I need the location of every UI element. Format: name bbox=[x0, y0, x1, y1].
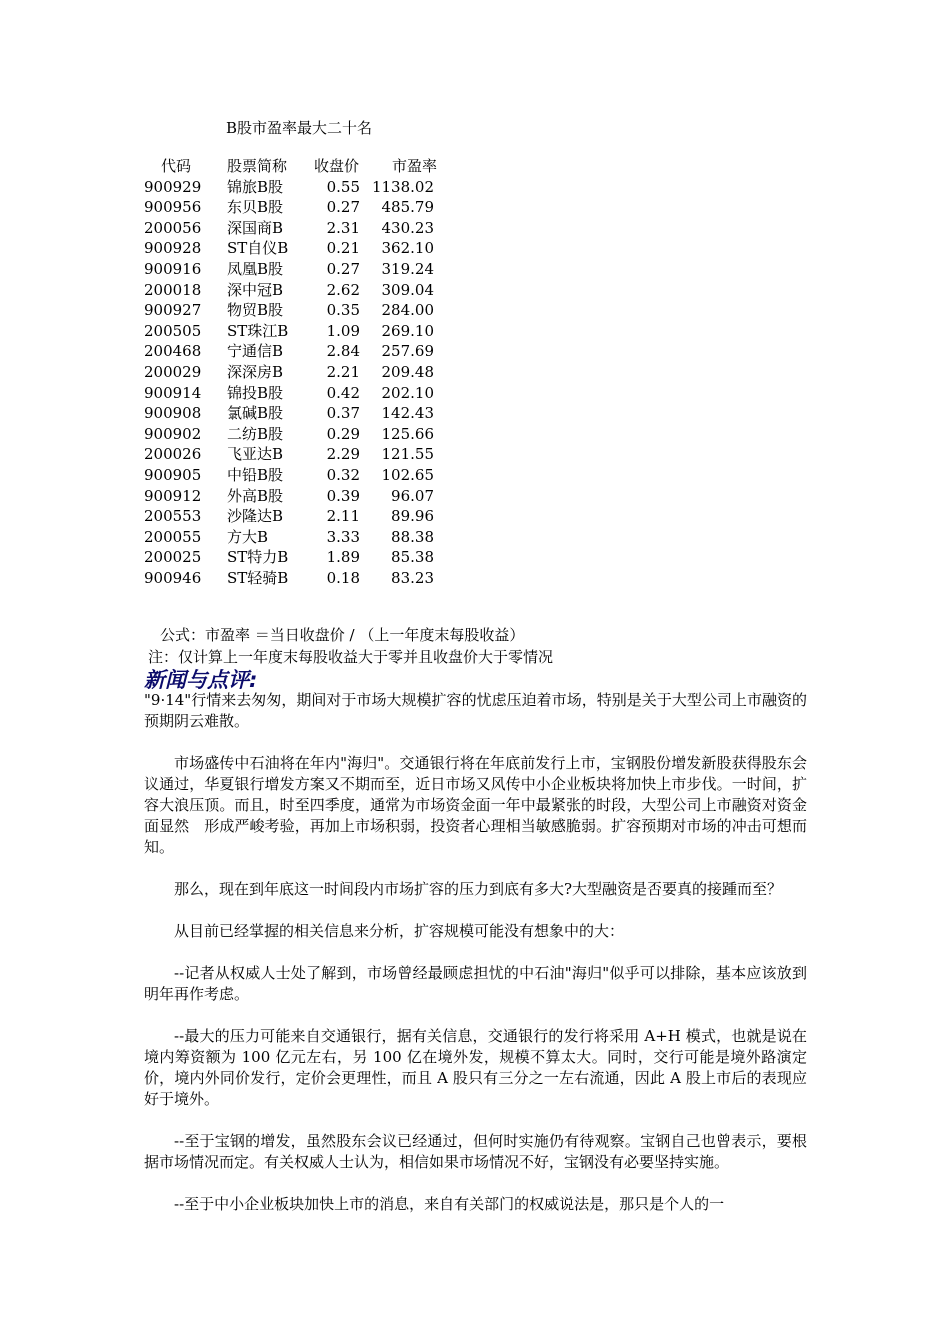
cell-code: 900956 bbox=[144, 198, 202, 217]
cell-name: 方大B bbox=[227, 527, 269, 546]
cell-code: 200029 bbox=[144, 362, 202, 381]
cell-pe: 142.43 bbox=[381, 404, 434, 423]
cell-pe: 430.23 bbox=[381, 218, 434, 237]
cell-name: 宁通信B bbox=[227, 342, 284, 361]
cell-pe: 485.79 bbox=[381, 198, 434, 217]
cell-name: 锦旅B股 bbox=[227, 177, 284, 196]
article-paragraph: 市场盛传中石油将在年内"海归"。交通银行将在年底前发行上市，宝钢股份增发新股获得股东会议通过，华夏银行增发方案又不期而至，近日市场又风传中小企业板块将加快上市步伐。一时间，扩容大浪压顶。而且，时至四季度，通常为市场资金面一年中最紧张的时段，大型公司上市融资对资金面显然 形成严峻考验，再加上市场积弱，投资者心理相当敏感脆弱。扩容预期对市场的冲击可想而知。 bbox=[144, 754, 807, 856]
cell-name: 物贸B股 bbox=[227, 301, 284, 320]
cell-name: 二纺B股 bbox=[227, 424, 284, 443]
cell-name: 深中冠B bbox=[227, 280, 284, 299]
cell-name: 锦投B股 bbox=[227, 383, 284, 402]
cell-name: 中铅B股 bbox=[227, 465, 284, 484]
cell-close: 0.27 bbox=[326, 198, 360, 217]
cell-pe: 202.10 bbox=[381, 383, 434, 402]
cell-pe: 269.10 bbox=[381, 321, 434, 340]
cell-name: ST轻骑B bbox=[227, 568, 289, 587]
header-close: 收盘价 bbox=[314, 157, 360, 175]
cell-close: 0.42 bbox=[326, 383, 360, 402]
cell-name: 东贝B股 bbox=[227, 198, 284, 217]
cell-close: 0.29 bbox=[326, 424, 360, 443]
cell-name: 外高B股 bbox=[227, 486, 284, 505]
cell-name: ST自仪B bbox=[227, 239, 289, 258]
cell-pe: 83.23 bbox=[391, 568, 434, 587]
cell-close: 0.55 bbox=[326, 177, 360, 196]
cell-name: 凤凰B股 bbox=[227, 259, 284, 278]
cell-code: 900908 bbox=[144, 404, 202, 423]
cell-pe: 96.07 bbox=[391, 486, 434, 505]
cell-code: 900929 bbox=[144, 177, 202, 196]
cell-pe: 1138.02 bbox=[371, 177, 434, 196]
cell-pe: 102.65 bbox=[381, 465, 434, 484]
cell-pe: 257.69 bbox=[381, 342, 434, 361]
cell-close: 0.32 bbox=[326, 465, 360, 484]
cell-code: 200025 bbox=[144, 548, 202, 567]
cell-close: 2.84 bbox=[326, 342, 360, 361]
cell-pe: 319.24 bbox=[381, 259, 434, 278]
cell-close: 2.21 bbox=[326, 362, 360, 381]
cell-pe: 362.10 bbox=[381, 239, 434, 258]
section-heading: 新闻与点评: bbox=[144, 668, 258, 692]
cell-name: 深国商B bbox=[227, 218, 284, 237]
header-code: 代码 bbox=[161, 157, 192, 175]
cell-name: 氯碱B股 bbox=[227, 404, 284, 423]
cell-code: 200468 bbox=[144, 342, 202, 361]
article-body bbox=[144, 690, 807, 1236]
header-name: 股票简称 bbox=[227, 157, 288, 175]
formula-text: 公式：市盈率 ＝当日收盘价 / （上一年度末每股收益） bbox=[160, 626, 525, 644]
article-paragraph: --至于中小企业板块加快上市的消息，来自有关部门的权威说法是，那只是个人的一 bbox=[174, 1195, 725, 1213]
cell-code: 900912 bbox=[144, 486, 202, 505]
article-paragraph: --至于宝钢的增发，虽然股东会议已经通过，但何时实施仍有待观察。宝钢自己也曾表示，要根据市场情况而定。有关权威人士认为，相信如果市场情况不好，宝钢没有必要坚持实施。 bbox=[144, 1132, 807, 1171]
cell-code: 200505 bbox=[144, 321, 202, 340]
cell-code: 200026 bbox=[144, 445, 202, 464]
cell-pe: 309.04 bbox=[381, 280, 434, 299]
cell-close: 3.33 bbox=[326, 527, 360, 546]
cell-close: 2.29 bbox=[326, 445, 360, 464]
cell-code: 200055 bbox=[144, 527, 202, 546]
cell-code: 900927 bbox=[144, 301, 202, 320]
cell-close: 0.27 bbox=[326, 259, 360, 278]
cell-name: ST珠江B bbox=[227, 321, 289, 340]
cell-code: 900914 bbox=[144, 383, 202, 402]
cell-name: 深深房B bbox=[227, 362, 284, 381]
cell-code: 900905 bbox=[144, 465, 202, 484]
cell-close: 0.39 bbox=[326, 486, 360, 505]
cell-pe: 284.00 bbox=[381, 301, 434, 320]
table-title: B股市盈率最大二十名 bbox=[226, 119, 373, 137]
cell-code: 200553 bbox=[144, 507, 202, 526]
cell-close: 2.11 bbox=[326, 507, 360, 526]
article-paragraph: --最大的压力可能来自交通银行，据有关信息，交通银行的发行将采用 A+H 模式，也就是说在境内筹资额为 100 亿元左右，另 100 亿在境外发，规模不算太大。同时，交行可能是境外路演定价，境内外同价发行，定价会更理性，而且 A 股只有三分之一左右流通，因此 A 股上市后的表现应好于境外。 bbox=[144, 1027, 807, 1108]
cell-close: 2.31 bbox=[326, 218, 360, 237]
cell-close: 0.18 bbox=[326, 568, 360, 587]
cell-code: 900946 bbox=[144, 568, 202, 587]
cell-close: 0.37 bbox=[326, 404, 360, 423]
header-pe: 市盈率 bbox=[392, 157, 438, 175]
article-paragraph: 那么，现在到年底这一时间段内市场扩容的压力到底有多大?大型融资是否要真的接踵而至？ bbox=[174, 880, 783, 898]
article-paragraph: "9·14"行情来去匆匆，期间对于市场大规模扩容的忧虑压迫着市场，特别是关于大型公司上市融资的预期阴云难散。 bbox=[144, 691, 807, 730]
article-paragraph: 从目前已经掌握的相关信息来分析，扩容规模可能没有想象中的大： bbox=[174, 922, 625, 940]
article-paragraph: --记者从权威人士处了解到，市场曾经最顾虑担忧的中石油"海归"似乎可以排除，基本应该放到明年再作考虑。 bbox=[144, 964, 807, 1003]
cell-close: 1.09 bbox=[326, 321, 360, 340]
cell-pe: 89.96 bbox=[391, 507, 434, 526]
cell-pe: 85.38 bbox=[391, 548, 434, 567]
cell-pe: 209.48 bbox=[381, 362, 434, 381]
cell-name: 沙隆达B bbox=[227, 507, 284, 526]
cell-close: 0.35 bbox=[326, 301, 360, 320]
cell-code: 900928 bbox=[144, 239, 202, 258]
cell-code: 900916 bbox=[144, 259, 202, 278]
cell-name: 飞亚达B bbox=[227, 445, 284, 464]
cell-code: 900902 bbox=[144, 424, 202, 443]
cell-code: 200056 bbox=[144, 218, 202, 237]
note-text: 注：仅计算上一年度末每股收益大于零并且收盘价大于零情况 bbox=[148, 648, 554, 666]
cell-pe: 121.55 bbox=[381, 445, 434, 464]
cell-close: 2.62 bbox=[326, 280, 360, 299]
cell-close: 0.21 bbox=[326, 239, 360, 258]
cell-name: ST特力B bbox=[227, 548, 289, 567]
cell-pe: 88.38 bbox=[391, 527, 434, 546]
cell-pe: 125.66 bbox=[381, 424, 434, 443]
cell-close: 1.89 bbox=[326, 548, 360, 567]
cell-code: 200018 bbox=[144, 280, 202, 299]
